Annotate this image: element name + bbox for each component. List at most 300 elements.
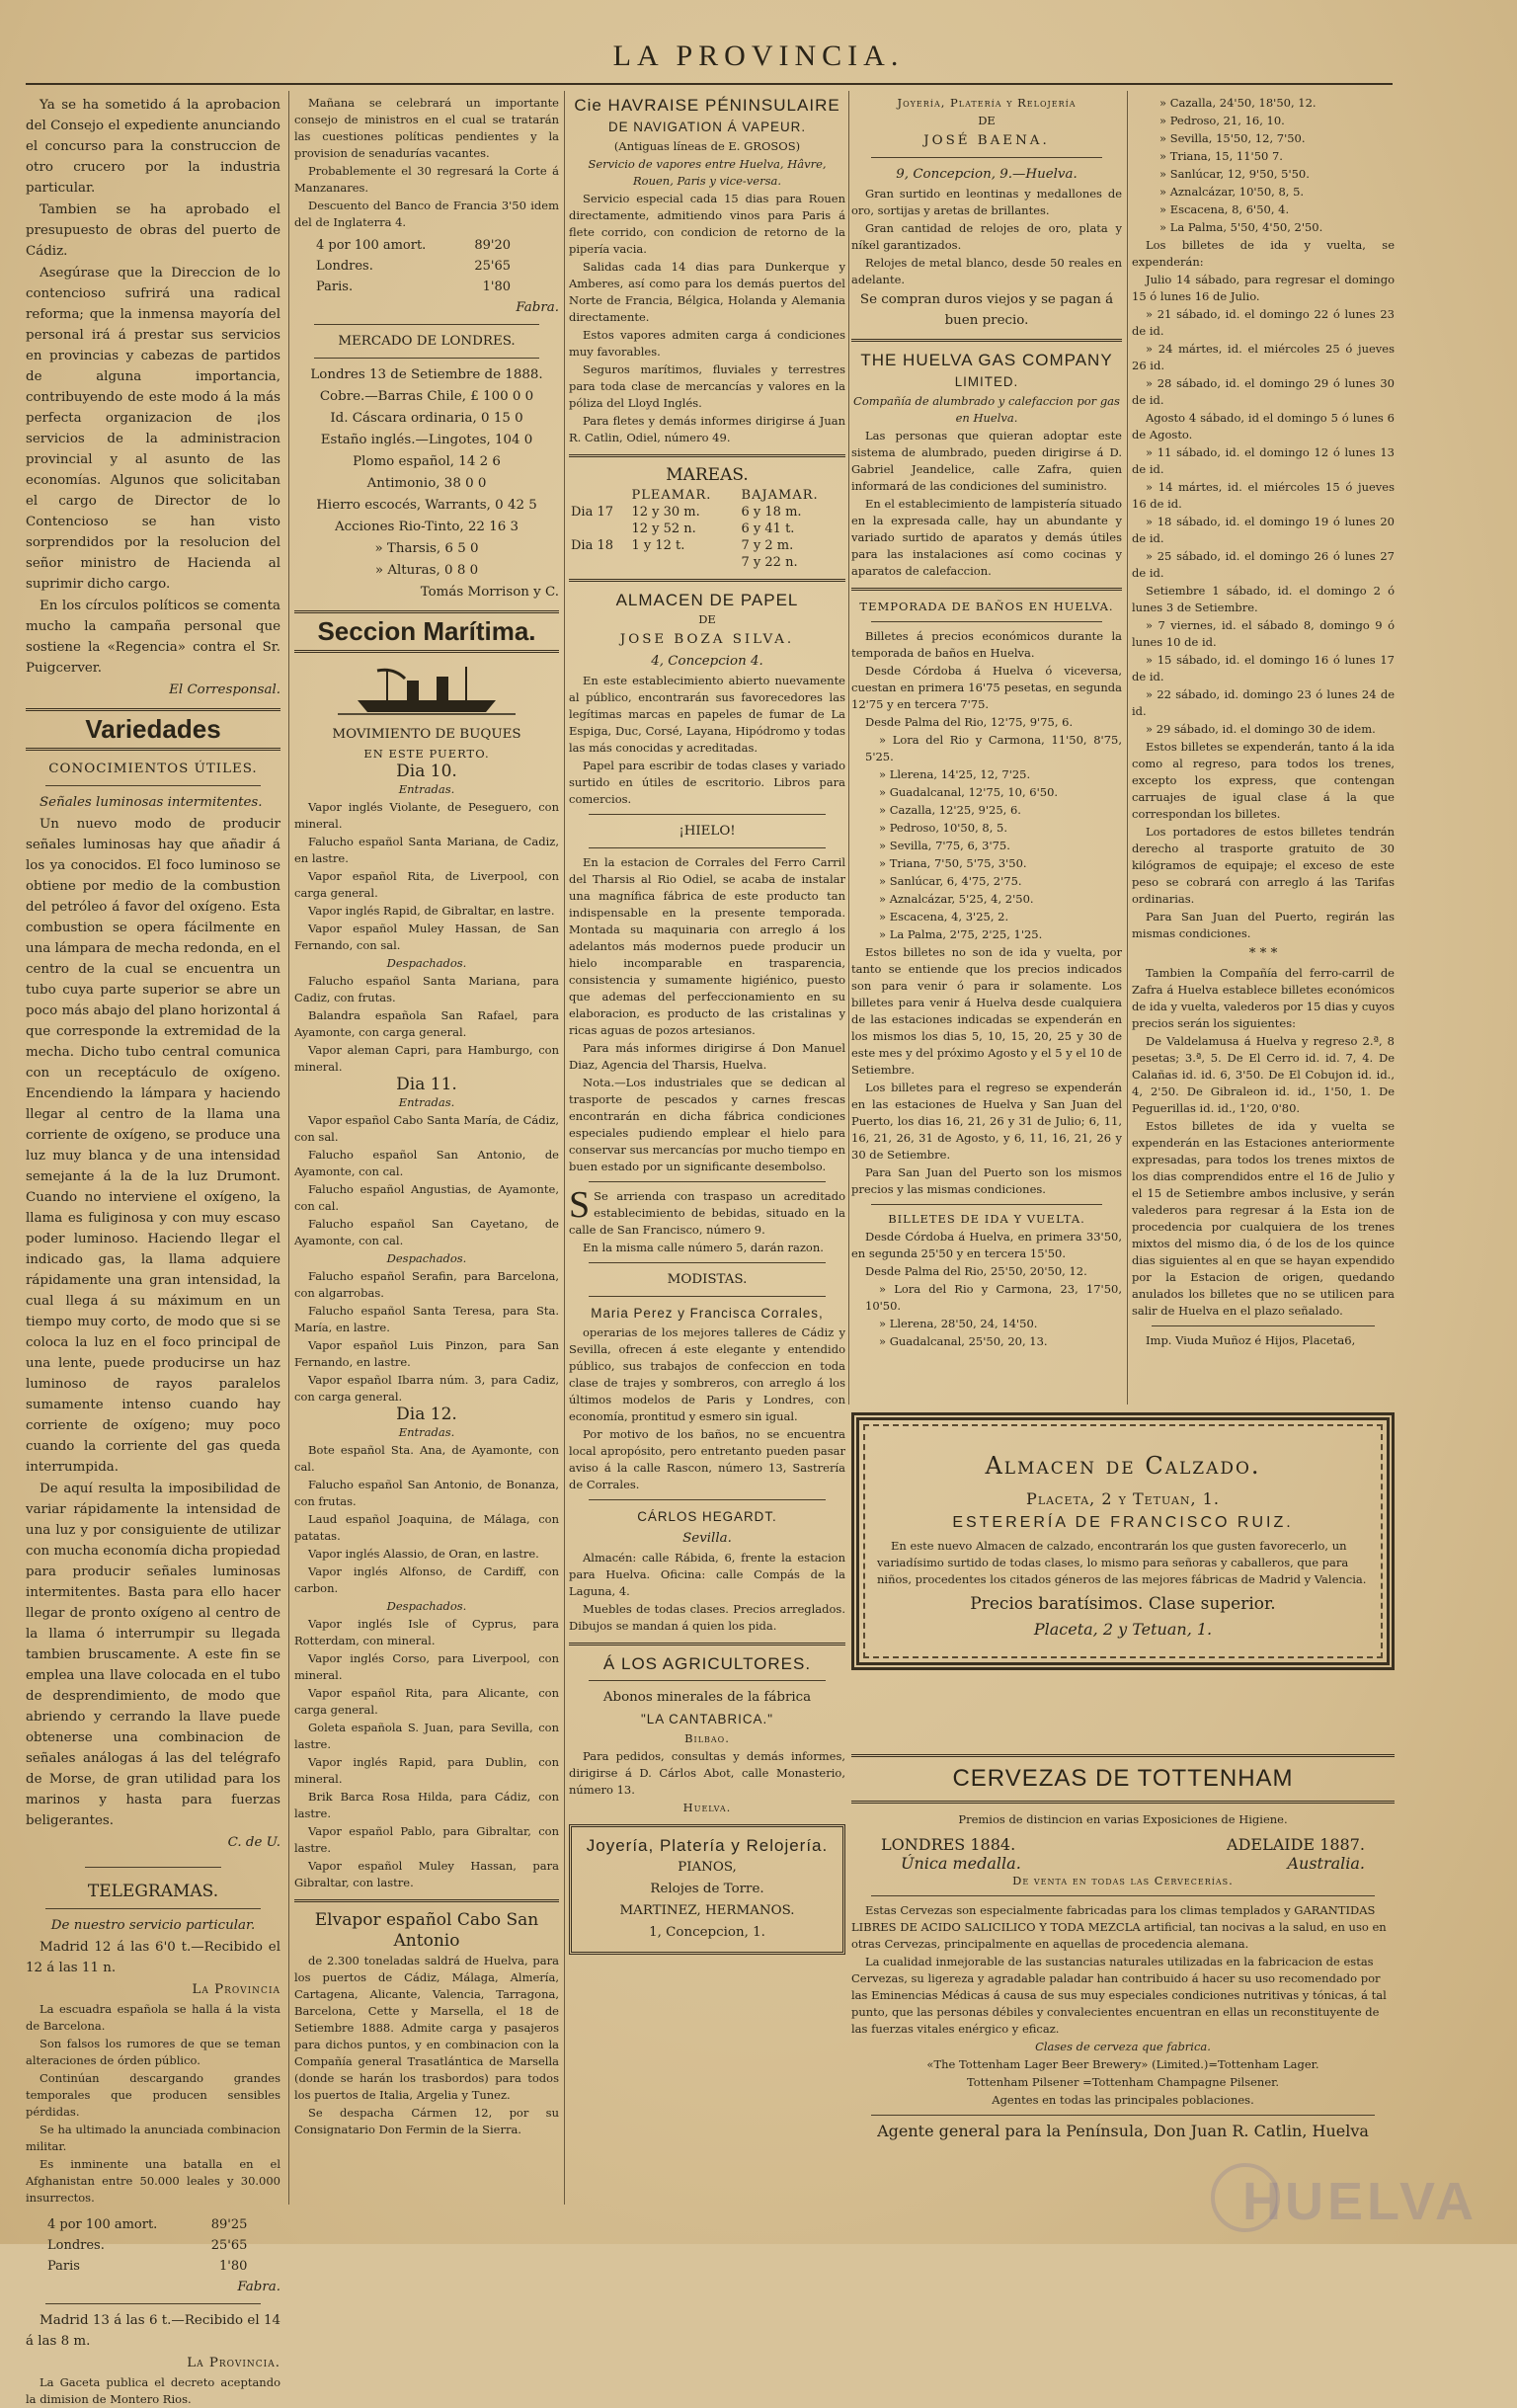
- ship-entry: Falucho español San Cayetano, de Ayamonte, con cal.: [294, 1217, 559, 1247]
- bajamar-header: BAJAMAR.: [741, 488, 819, 503]
- ship-departure: Falucho español Santa Teresa, para Sta. María, en lastre.: [294, 1304, 559, 1334]
- ship-departure: Vapor español Muley Hassan, para Gibraltar, con lastre.: [294, 1859, 559, 1889]
- quote-value: 25'65: [210, 2238, 248, 2253]
- servicio-line: De nuestro servicio particular.: [50, 1918, 256, 1933]
- quote-value: 1'80: [219, 2259, 248, 2274]
- banos-fares: [851, 732, 1122, 943]
- martinez-ad-box: [569, 1824, 845, 1955]
- fare-line: » La Palma, 2'75, 2'25, 1'25.: [879, 927, 1043, 941]
- banos-paragraph: Desde Palma del Rio, 12'75, 9'75, 6.: [865, 715, 1074, 729]
- ship-entry: Bote español Sta. Ana, de Ayamonte, con cal.: [294, 1443, 559, 1474]
- fare-line: » Sanlúcar, 6, 4'75, 2'75.: [879, 874, 1022, 888]
- cantabrica-name: "LA CANTABRICA.": [641, 1712, 773, 1726]
- separator: [589, 1262, 826, 1263]
- fare-line: » Pedroso, 21, 16, 10.: [1159, 114, 1285, 127]
- fecha-line: » 25 sábado, id. el domingo 26 ó lunes 27 de id.: [1132, 549, 1395, 580]
- ship-departure: Balandra española San Rafael, para Ayamonte, con carga general.: [294, 1008, 559, 1039]
- gaceta-line: La Gaceta publica el decreto aceptando la dimision de Montero Rios.: [26, 2375, 280, 2406]
- cervezas-title: CERVEZAS DE TOTTENHAM: [952, 1765, 1294, 1792]
- separator: [26, 748, 280, 751]
- ship-entry: Vapor inglés Alassio, de Oran, en lastre.: [308, 1547, 539, 1561]
- fare-line: » Sanlúcar, 12, 9'50, 5'50.: [1159, 167, 1310, 181]
- banos-paragraph: Desde Córdoba á Huelva ó viceversa, cuestan en primera 16'75 pesetas, en segunda 12'75 y en tercera 7'75.: [851, 664, 1122, 711]
- cervezas-text-1: Estas Cervezas son especialmente fabricadas para los climas templados y GARANTIDAS LIBRES DE ACIDO SALICILICO Y TODA MEZCLA artificial, tan nocivas a la salud, en uso en otras Cervezas, principalmente en aquellas de procedencia alemana.: [851, 1903, 1387, 1951]
- mercado-line: Hierro escocés, Warrants, 0 42 5: [316, 498, 537, 513]
- havraise-grosos: (Antiguas líneas de E. GROSOS): [613, 139, 801, 153]
- column-2: [294, 95, 559, 2218]
- cervezas-text-2: La cualidad inmejorable de las sustancias naturales utilizadas en la fabricacion de estas Cervezas, su ligereza y agradable paladar han contribuido á hacer su uso recomendado por las Eminencias Médicas á causa de sus muy especiales condiciones nutritivas y tónicas, á tal punto, que las personas débiles y convalecientes encuentran en ellas un reconstituyente de las fuerzas vitales enérgico y eficaz.: [851, 1955, 1387, 2036]
- column-5: [1132, 95, 1395, 1399]
- havraise-paragraph: Servicio especial cada 15 dias para Rouen directamente, admitiendo vinos para Paris á flete corrido, con condicion de retorno de la pipería vacia.: [569, 192, 845, 256]
- column-divider: [564, 91, 565, 2205]
- fecha-line: » 7 viernes, id. el sábado 8, domingo 9 ó lunes 10 de id.: [1132, 618, 1395, 649]
- quote-label: Londres.: [47, 2238, 105, 2253]
- quote-row: [314, 256, 513, 277]
- calzado-address-2: Placeta, 2 y Tetuan, 1.: [1033, 1620, 1213, 1639]
- quote-row: [45, 2214, 249, 2235]
- modistas-paragraph: operarias de los mejores talleres de Cádiz y Sevilla, ofrecen á este elegante y entendido público, sus trabajos de confeccion en toda clase de trajes y sombreros, con arreglo á los últimos modelos de Paris y Londres, con economía, prontitud y esmero sin igual.: [569, 1325, 845, 1423]
- despachados-label: Despachados.: [386, 956, 467, 970]
- almacen-de: DE: [698, 612, 716, 626]
- marea-row: [569, 504, 845, 521]
- havraise-paragraph: Para fletes y demás informes dirigirse á Juan R. Catlin, Odiel, número 49.: [569, 414, 845, 444]
- mercado-line: Cobre.—Barras Chile, £ 100 0 0: [319, 389, 534, 404]
- mercado-line: » Alturas, 0 8 0: [374, 563, 479, 578]
- separator: [589, 847, 826, 848]
- unica-medalla: Única medalla.: [901, 1854, 1021, 1873]
- marea-row: [569, 521, 845, 537]
- mercado-line: Acciones Rio-Tinto, 22 16 3: [334, 520, 519, 534]
- separator: [569, 454, 845, 457]
- adelaide-medal: ADELAIDE 1887.: [1227, 1835, 1365, 1854]
- marea-row: [569, 554, 845, 571]
- banos-conditions: [851, 944, 1122, 1198]
- separator: [851, 1754, 1395, 1757]
- ida-vuelta-heading: BILLETES DE IDA Y VUELTA.: [888, 1212, 1085, 1226]
- fare-line: » Lora del Rio y Carmona, 23, 17'50, 10'50.: [865, 1282, 1122, 1313]
- gas-company-heading: THE HUELVA GAS COMPANY: [860, 351, 1113, 369]
- masthead: LA PROVINCIA.: [612, 40, 905, 72]
- joyeria-text: [851, 186, 1122, 288]
- marea-cell: Dia 17: [571, 505, 614, 520]
- news-paragraph: Tambien se ha aprobado el presupuesto de obras del puerto de Cádiz.: [26, 202, 280, 259]
- billetes-intro: Los billetes de ida y vuelta, se expenderán:: [1132, 238, 1395, 269]
- telegram-line: La escuadra española se halla á la vista de Barcelona.: [26, 2002, 280, 2033]
- article-body-2: De aquí resulta la imposibilidad de variar rápidamente la intensidad de una luz y por consiguiente de utilizar con mucha economía dicha propiedad para producir señales luminosas intermitentes. Basta para ello hacer llegar de pronto oxígeno al centro de la llama ó interrumpir su llegada tambien bruscamente. A este fin se emplea una llave colocada en el tubo de desprendimiento, de modo que abriendo y cerrando la llave puede obtenerse una combinacion de señales análogas á las del telégrafo de Morse, de gran utilidad para los marinos y hasta para fuerzas beligerantes.: [26, 1482, 280, 1828]
- havraise-subtitle: DE NAVIGATION Á VAPEUR.: [607, 120, 807, 134]
- fecha-line: » 15 sábado, id. el domingo 16 ó lunes 17 de id.: [1132, 653, 1395, 683]
- zafra-text: [1132, 965, 1395, 1320]
- ship-entry: Falucho español San Antonio, de Ayamonte, con cal.: [294, 1148, 559, 1178]
- marea-cell: [629, 554, 739, 571]
- fare-line: » Aznalcázar, 10'50, 8, 5.: [1159, 185, 1305, 199]
- mercado-line: Id. Cáscara ordinaria, 0 15 0: [330, 411, 523, 426]
- news-paragraph: Descuento del Banco de Francia 3'50 idem del de Inglaterra 4.: [294, 199, 559, 229]
- separator: [851, 339, 1122, 342]
- ship-departure: Vapor español Luis Pinzon, para San Fernando, en lastre.: [294, 1338, 559, 1369]
- zafra-paragraph: Estos billetes de ida y vuelta se expenderán en las Estaciones anteriormente expresadas, para todos los trenes mixtos de los dias comprendidos entre el 16 de Julio y el 15 de Setiembre ambos inclusive, y serán valederos para regresar á la Esta ion de procedencia por cualquiera de los trenes mixtos del mismo dia, ó de los de los quince dias siguientes al en que se hayan expendido por la Estacion de origen, quedando anulados los billetes que no se utilicen para salir de Huelva en el plazo señalado.: [1132, 1119, 1395, 1318]
- despachados-label: Despachados.: [386, 1599, 467, 1613]
- separator: [26, 708, 280, 711]
- modistas-text: [569, 1324, 845, 1493]
- ship-departure: Vapor inglés Isle of Cyprus, para Rotterdam, con mineral.: [294, 1617, 559, 1647]
- modistas-names: Maria Perez y Francisca Corrales,: [591, 1306, 824, 1321]
- fecha-line: » 11 sábado, id. el domingo 12 ó lunes 13 de id.: [1132, 445, 1395, 476]
- hielo-paragraph: Nota.—Los industriales que se dedican al trasporte de pescados y carnes frescas encontrarán en dicha fábrica condiciones especiales pudiendo emplear el hielo para conservar sus mercancías por mucho tiempo en buen estado por un significante desembolso.: [569, 1076, 845, 1173]
- telegramas-heading: TELEGRAMAS.: [87, 1882, 219, 1901]
- cervezas-medals-detail: [851, 1854, 1395, 1873]
- condition-paragraph: Los portadores de estos billetes tendrán derecho al trasporte gratuito de 30 kilógramos de equipaje; el exceso de este peso se cobrará con arreglo á las Tarifas ordinarias.: [1132, 825, 1395, 906]
- column-divider: [848, 91, 849, 1405]
- ida-paragraph: Desde Córdoba á Huelva, en primera 33'50, en segunda 25'50 y en tercera 15'50.: [851, 1230, 1122, 1260]
- cervezas-clase-2: Tottenham Pilsener =Tottenham Champagne Pilsener.: [966, 2075, 1280, 2089]
- separator: [871, 1204, 1102, 1205]
- hielo-heading: ¡HIELO!: [679, 824, 736, 839]
- fare-line: » Pedroso, 10'50, 8, 5.: [879, 821, 1007, 835]
- ship-entry: Laud español Joaquina, de Málaga, con patatas.: [294, 1512, 559, 1543]
- esteria-name: ESTERERÍA DE FRANCISCO RUIZ.: [952, 1514, 1294, 1531]
- news-paragraph: Ya se ha sometido á la aprobacion del Consejo el expediente anunciando el concurso para la construccion de otro crucero por la industria particular.: [26, 98, 280, 196]
- madrid-13-line: Madrid 13 á las 6 t.—Recibido el 14 á las 8 m.: [26, 2313, 280, 2349]
- fare-line: » Escacena, 4, 3'25, 2.: [879, 910, 1009, 923]
- hegardt-text-2: Muebles de todas clases. Precios arreglados. Dibujos se mandan á quien los pida.: [569, 1602, 845, 1633]
- fabra-sign: Fabra.: [237, 2280, 280, 2294]
- ship-departure: Vapor español Pablo, para Gibraltar, con lastre.: [294, 1824, 559, 1855]
- separator: [589, 1680, 826, 1681]
- separator: [45, 2303, 261, 2304]
- fechas-list: [1132, 272, 1395, 738]
- archive-watermark: HUELVA: [1242, 2172, 1477, 2231]
- cervezas-agente-general: Agente general para la Península, Don Juan R. Catlin, Huelva: [877, 2122, 1369, 2140]
- marea-cell: Dia 18: [571, 538, 614, 553]
- fecha-line: » 29 sábado, id. el domingo 30 de idem.: [1146, 722, 1376, 736]
- fecha-line: » 14 mártes, id. el miércoles 15 ó jueves 16 de id.: [1132, 480, 1395, 511]
- telegram-line: Es inminente una batalla en el Afghanistan entre 50.000 leales y 30.000 insurrectos.: [26, 2157, 280, 2205]
- gas-paragraph: En el establecimiento de lampistería situado en la expresada calle, hay un abundante y variado surtido de aparatos y demás útiles para las instalaciones así como cocinas y aparatos de calefaccion.: [851, 497, 1122, 578]
- separator: [851, 588, 1122, 591]
- imprenta-line: Imp. Viuda Muñoz é Hijos, Placeta6,: [1146, 1333, 1356, 1347]
- top-rule: [26, 83, 1393, 85]
- fare-line: » Sevilla, 7'75, 6, 3'75.: [879, 839, 1010, 852]
- separator: [1152, 1325, 1375, 1326]
- quote-row: [314, 235, 513, 256]
- telegram-line: Se ha ultimado la anunciada combinacion militar.: [26, 2123, 280, 2153]
- cervezas-medals-row: [851, 1829, 1395, 1854]
- mareas-heading: MAREAS.: [666, 465, 749, 485]
- ship-entry: Vapor inglés Rapid, de Gibraltar, en lastre.: [308, 904, 555, 918]
- marea-cell: 6 y 41 t.: [741, 522, 795, 536]
- quote-row: [45, 2256, 249, 2277]
- joyeria-owner: JOSÉ BAENA.: [923, 133, 1050, 148]
- telegram-line: Son falsos los rumores de que se teman alteraciones de órden público.: [26, 2037, 280, 2067]
- column-4: [851, 95, 1122, 1399]
- havraise-route: Servicio de vapores entre Huelva, Hâvre, Rouen, Paris y vice-versa.: [588, 157, 827, 188]
- news-paragraph: Mañana se celebrará un importante consejo de ministros en el cual se tratarán las cuestiones políticas pendientes y la provision de senadurías vacantes.: [294, 96, 559, 160]
- separator: [569, 579, 845, 582]
- separator: [871, 2115, 1375, 2116]
- variedades-heading: Variedades: [85, 714, 221, 744]
- huelva-line: Huelva.: [682, 1801, 732, 1814]
- cervezas-premios: Premios de distincion en varias Exposiciones de Higiene.: [958, 1812, 1288, 1826]
- day-heading: Dia 11.: [396, 1075, 457, 1094]
- fare-list: [1132, 95, 1395, 236]
- separator: [294, 1899, 559, 1902]
- separator: [589, 1296, 826, 1297]
- fare-line: » Escacena, 8, 6'50, 4.: [1159, 202, 1290, 216]
- calzado-text: En este nuevo Almacen de calzado, encontrarán los que gusten favorecerlo, un variadísimo surtido de todas clases, lo mismo para señoras y caballeros, que para niños, procedentes los citados géneros de las mejores fábricas de Madrid y Valencia.: [877, 1539, 1367, 1586]
- quote-value: 25'65: [474, 259, 511, 274]
- conocimientos-heading: CONOCIMIENTOS ÚTILES.: [48, 762, 258, 776]
- condition-paragraph: Estos billetes se expenderán, tanto á la ida como al regreso, para todos los trenes, excepto los express, que contengan carruajes de igual clase á la que correspondan los billetes.: [1132, 740, 1395, 821]
- separator: [871, 621, 1102, 622]
- separator: [871, 1895, 1375, 1896]
- cervezas-clases: Clases de cerveza que fabrica.: [1035, 2040, 1211, 2053]
- joyeria-de: DE: [978, 114, 996, 127]
- fare-line: » La Palma, 5'50, 4'50, 2'50.: [1159, 220, 1323, 234]
- fecha-line: » 22 sábado, id. domingo 23 ó lunes 24 de id.: [1132, 687, 1395, 718]
- separator: [294, 610, 559, 613]
- calzado-title: Almacen de Calzado.: [985, 1452, 1261, 1480]
- quote-label: Paris.: [316, 280, 354, 294]
- fecha-line: Julio 14 sábado, para regresar el domingo 15 ó lunes 16 de Julio.: [1132, 273, 1395, 303]
- cervezas-clase-1: «The Tottenham Lager Beer Brewery» (Limited.)=Tottenham Lager.: [926, 2057, 1319, 2071]
- cervezas-ad: [851, 1746, 1395, 2141]
- ship-entry: Vapor español Rita, de Liverpool, con carga general.: [294, 869, 559, 900]
- fare-line: » Cazalla, 12'25, 9'25, 6.: [879, 803, 1021, 817]
- senales-subheading: Señales luminosas intermitentes.: [40, 795, 263, 810]
- gas-limited: LIMITED.: [954, 374, 1019, 389]
- almacen-paragraph: Papel para escribir de todas clases y variado surtido en útiles de escritorio. Libros para comercios.: [569, 759, 845, 806]
- almacen-paragraph: En este establecimiento abierto nuevamente al público, encontrarán sus favorecedores las legítimas marcas en papeles de fumar de La Espiga, Duc, Corsé, Layana, Hipódromo y todas las más conocidas y acreditadas.: [569, 674, 845, 755]
- joyeria-heading: Joyería, Platería y Relojería: [897, 96, 1077, 110]
- ship-departure: Brik Barca Rosa Hilda, para Cádiz, con lastre.: [294, 1790, 559, 1820]
- mercado-lines: [294, 364, 559, 581]
- seccion-maritima-heading: Seccion Marítima.: [317, 616, 536, 646]
- news-paragraph: Asegúrase que la Direccion de lo contencioso sufrirá una radical reforma; que la inmensa mayoría del personal irá á prestar sus servicios en provincias y cabezas de partidos de alguna importancia, contribuyendo de este modo á la más perfecta organizacion de ¡los servicios de la administracion provincial y al asunto de las economías. Algunos que solicitaban el cargo de Director de lo Contencioso se han visto sorprendidos por la resolucion del señor ministro de Hacienda al suprimir dicho cargo.: [26, 266, 280, 592]
- havraise-paragraph: Salidas cada 14 dias para Dunkerque y Amberes, así como para los demás puertos del Norte de Francia, Bélgica, Holanda y Alemania directamente.: [569, 260, 845, 324]
- separator: [871, 157, 1102, 158]
- separator: [589, 1181, 826, 1182]
- quotes-table: [45, 2214, 249, 2277]
- almacen-papel-heading: ALMACEN DE PAPEL: [615, 591, 799, 609]
- fecha-line: Setiembre 1 sábado, id. el domingo 2 ó lunes 3 de Setiembre.: [1132, 584, 1395, 614]
- calzado-box: [851, 1412, 1395, 1670]
- cabo-san-antonio-heading: Elvapor español Cabo San Antonio: [314, 1910, 539, 1951]
- ship-entry: Falucho español San Antonio, de Bonanza, con frutas.: [294, 1478, 559, 1508]
- cabo-text: de 2.300 toneladas saldrá de Huelva, para los puertos de Cádiz, Málaga, Almería, Cartagena, Alicante, Valencia, Tarragona, Barcelona, Cette y Marsella, el 18 de Setiembre 1888. Admite carga y pasajeros para dichos puntos, y en combinacion con la Compañía general Trasatlántica de Marsella (donde se harán los trasbordos) para todos los puertos de Italia, Argelia y Tunez.: [294, 1954, 559, 2102]
- fare-line: » Guadalcanal, 25'50, 20, 13.: [879, 1334, 1048, 1348]
- fecha-line: » 24 mártes, id. el miércoles 25 ó jueves 26 id.: [1132, 342, 1395, 372]
- calzado-precios: Precios baratísimos. Clase superior.: [970, 1594, 1276, 1614]
- modistas-paragraph: Por motivo de los baños, no se encuentra local apropósito, pero entretanto pueden pasar aviso á la calle Rascon, número 13, Sastrería de Corrales.: [569, 1427, 845, 1491]
- telegram-lines: [26, 2001, 280, 2207]
- havraise-paragraph: Estos vapores admiten carga á condiciones muy favorables.: [569, 328, 845, 359]
- marea-cell: 7 y 2 m.: [741, 538, 794, 553]
- quote-value: 1'80: [482, 280, 511, 294]
- article-body: Un nuevo modo de producir señales luminosas hay que añadir á los ya conocidos. El foco luminoso se obtiene por medio de la combustion del petróleo á favor del oxígeno. Esta combustion se opera fácilmente en una lámpara de mecha redonda, en el centro de la cual se encuentra un tubo cuya parte superior se abre un poco más abajo del plano horizontal á que corresponde la extremidad de la mecha. Dicho tubo central comunica con un receptáculo de oxígeno. Encendiendo la lámpara y haciendo llegar al centro de la llama una corriente de oxígeno, se produce una luz muy blanca y de una intensidad semejante á la de la luz Drumont. Cuando no interviene el oxígeno, la llama es fuliginosa y con muy escaso poder luminoso. Haciendo llegar el indicado gas, la llama adquiere rápidamente una gran intensidad, la cual llega á su máximum en un tiempo muy corto, de modo que si se coloca la luz en el foco principal de una lente, puede producirse un haz luminoso de rayos paralelos sumamente intenso cuando hay corriente de oxígeno; muy poco cuando la corriente del gas queda interrumpida.: [26, 817, 280, 1475]
- fecha-line: Agosto 4 sábado, id el domingo 5 ó lunes 6 de Agosto.: [1132, 411, 1395, 441]
- fare-line: » Cazalla, 24'50, 18'50, 12.: [1159, 96, 1317, 110]
- ship-departure: Falucho español Santa Mariana, para Cadiz, con frutas.: [294, 974, 559, 1004]
- mercado-line: » Tharsis, 6 5 0: [374, 541, 479, 556]
- fare-line: » Aznalcázar, 5'25, 4, 2'50.: [879, 892, 1034, 906]
- despachados-label: Despachados.: [386, 1251, 467, 1265]
- column-1: [26, 95, 280, 2406]
- marea-cell: [569, 521, 629, 537]
- hegardt-city: Sevilla.: [682, 1531, 732, 1546]
- ship-entry: Falucho español Santa Mariana, de Cadiz, en lastre.: [294, 835, 559, 865]
- zafra-paragraph: Tambien la Compañía del ferro-carril de Zafra á Huelva establece billetes económicos de ida y vuelta, valederos por 15 dias y cuyos precios serán los siguientes:: [1132, 966, 1395, 1030]
- fecha-line: » 28 sábado, id. el domingo 29 ó lunes 30 de id.: [1132, 376, 1395, 407]
- separator: [589, 814, 826, 815]
- cabo-text-2: Se despacha Cármen 12, por su Consignatario Don Fermin de la Sierra.: [294, 2106, 559, 2136]
- hielo-text: [569, 854, 845, 1175]
- bilbao-line: Bilbao.: [684, 1731, 730, 1745]
- quote-row: [314, 277, 513, 297]
- ship-entry: Vapor inglés Violante, de Peseguero, con mineral.: [294, 800, 559, 831]
- ida-vuelta-text: [851, 1229, 1122, 1280]
- fare-line: » Triana, 7'50, 5'75, 3'50.: [879, 856, 1027, 870]
- fecha-line: » 18 sábado, id. el domingo 19 ó lunes 20 de id.: [1132, 515, 1395, 545]
- ship-entry: Vapor español Cabo Santa María, de Cádiz, con sal.: [294, 1113, 559, 1144]
- banos-condition: Los billetes para el regreso se expenderán en las estaciones de Huelva y San Juan del Puerto, los dias 16, 21, 26 y 31 de Julio; 6, 11, 16, 21, 26, 31 de Agosto, y 6, 11, 16, 21, 26 y 30 de Setiembre.: [851, 1081, 1122, 1162]
- marea-row: [569, 537, 845, 554]
- banos-condition: Para San Juan del Puerto son los mismos precios y las mismas condiciones.: [851, 1165, 1122, 1196]
- news-intro: [294, 95, 559, 231]
- separator: [45, 785, 261, 786]
- australia-label: Australia.: [1287, 1854, 1365, 1873]
- almacen-address: 4, Concepcion 4.: [651, 654, 763, 669]
- havraise-title: Cie HAVRAISE PÉNINSULAIRE: [574, 96, 840, 115]
- fare-line: » Guadalcanal, 12'75, 10, 6'50.: [879, 785, 1059, 799]
- column-3: [569, 95, 845, 2218]
- telegram-line: Continúan descargando grandes temporales que producen sensibles pérdidas.: [26, 2071, 280, 2119]
- la-provincia-sign-2: La Provincia.: [187, 2356, 280, 2370]
- hegardt-heading: CÁRLOS HEGARDT.: [637, 1509, 777, 1524]
- ship-movements: [294, 763, 559, 1891]
- gas-text: [851, 428, 1122, 580]
- joyeria-address: 9, Concepcion, 9.—Huelva.: [896, 167, 1078, 182]
- quote-value: 89'20: [474, 238, 511, 253]
- quote-value: 89'25: [210, 2217, 248, 2232]
- ship-entry: Falucho español Angustias, de Ayamonte, con cal.: [294, 1182, 559, 1213]
- separator: [569, 1643, 845, 1645]
- agricultores-heading: Á LOS AGRICULTORES.: [602, 1654, 812, 1673]
- joyeria-paragraph: Gran surtido en leontinas y medallones de oro, sortijas y aretas de brillantes.: [851, 187, 1122, 217]
- marea-cell: 12 y 30 m.: [631, 505, 700, 520]
- havraise-paragraph: Seguros marítimos, fluviales y terrestres para toda clase de mercancías y valores en la póliza del Lloyd Inglés.: [569, 362, 845, 410]
- hielo-paragraph: En la estacion de Corrales del Ferro Carril del Tharsis al Rio Odiel, se acaba de instalar una magnífica fábrica de este producto tan indispensable en la presente temporada. Montada su maquinaria con arreglo á los adelantos más modernos puede producir un hielo incomparable en trasparencia, consistencia y sumamente higiénico, puesto que ademas del perfeccionamiento en su elaboracion, es producto de las cristalinas y ricas aguas de pozos artesianos.: [569, 855, 845, 1037]
- ida-paragraph: Desde Palma del Rio, 25'50, 20'50, 12.: [865, 1264, 1087, 1278]
- almacen-text: [569, 673, 845, 808]
- news-paragraph: En los círculos políticos se comenta mucho la campaña personal que sostiene la «Regencia» contra el Sr. Puigcerver.: [26, 599, 280, 676]
- column-divider: [1127, 91, 1128, 1405]
- zafra-paragraph: De Valdelamusa á Huelva y regreso 2.ª, 8 pesetas; 3.ª, 5. De El Cerro id. id. 7, 4. De Calañas id. id. 6, 3'50. De El Cobujon id. id., 4, 2'50. De Gibraleon id. id., 1'50, 1. De Peguerillas id. id., 1'20, 0'80.: [1132, 1034, 1395, 1115]
- hielo-paragraph: Para más informes dirigirse á Don Manuel Diaz, Agencia del Tharsis, Huelva.: [569, 1041, 845, 1072]
- ida-vuelta-fares: [851, 1281, 1122, 1350]
- day-heading: Dia 10.: [396, 762, 457, 781]
- condition-paragraph: Para San Juan del Puerto, regirán las mismas condiciones.: [1132, 910, 1395, 940]
- marea-cell: 6 y 18 m.: [741, 505, 802, 520]
- havraise-text: [569, 191, 845, 446]
- marea-cell: 7 y 22 n.: [741, 555, 798, 570]
- news-paragraph: Probablemente el 30 regresará la Corte á Manzanares.: [294, 164, 559, 195]
- arrienda-text-2: En la misma calle número 5, darán razon.: [583, 1241, 824, 1254]
- column-divider: [288, 91, 289, 2205]
- calzado-ad: [851, 1403, 1395, 1680]
- gas-paragraph: Las personas que quieran adoptar este sistema de alumbrado, pueden dirigirse á D. Gabriel Jeandelice, calle Zafra, quien informará de las condiciones del suministro.: [851, 429, 1122, 493]
- almacen-owner: JOSE BOZA SILVA.: [619, 632, 795, 647]
- mercado-sign: Tomás Morrison y C.: [420, 585, 559, 600]
- cervezas-agentes: Agentes en todas las principales poblaciones.: [992, 2093, 1254, 2107]
- correspondent-sign: El Corresponsal.: [169, 682, 280, 697]
- steamship-icon: [294, 661, 559, 720]
- mercado-line: Plomo español, 14 2 6: [353, 454, 501, 469]
- fare-line: » Sevilla, 15'50, 12, 7'50.: [1159, 131, 1306, 145]
- pleamar-header: PLEAMAR.: [631, 488, 712, 503]
- separator: [589, 1499, 826, 1500]
- fare-line: » Llerena, 28'50, 24, 14'50.: [879, 1317, 1038, 1330]
- movimiento-heading: MOVIMIENTO DE BUQUES: [332, 727, 521, 742]
- hegardt-text: Almacén: calle Rábida, 6, frente la estacion para Huelva. Oficina: calle Compás de la Laguna, 4.: [569, 1551, 845, 1598]
- madrid-12-line: Madrid 12 á las 6'0 t.—Recibido el 12 á las 11 n.: [26, 1940, 280, 1975]
- marea-cell: [569, 554, 629, 571]
- banos-text: [851, 628, 1122, 731]
- mercado-line: Estaño inglés.—Lingotes, 104 0: [320, 433, 533, 447]
- joyeria-paragraph: Relojes de metal blanco, desde 50 reales en adelante.: [851, 256, 1122, 286]
- quote-label: 4 por 100 amort.: [316, 238, 427, 253]
- gas-subtitle: Compañía de alumbrado y calefaccion por gas en Huelva.: [853, 394, 1120, 425]
- mercado-heading: MERCADO DE LONDRES.: [338, 334, 516, 349]
- ship-departure: Vapor inglés Rapid, para Dublin, con mineral.: [294, 1755, 559, 1786]
- ship-departure: Goleta española S. Juan, para Sevilla, con lastre.: [294, 1721, 559, 1751]
- entradas-label: Entradas.: [398, 1095, 455, 1109]
- quote-label: Londres.: [316, 259, 373, 274]
- quote-row: [45, 2235, 249, 2256]
- banos-paragraph: Billetes á precios económicos durante la temporada de baños en Huelva.: [851, 629, 1122, 660]
- ship-departure: Falucho español Serafin, para Barcelona, con algarrobas.: [294, 1269, 559, 1300]
- separator: [314, 358, 539, 359]
- billetes-conditions: [1132, 739, 1395, 942]
- separator: [851, 1801, 1395, 1804]
- ship-departure: Vapor aleman Capri, para Hamburgo, con mineral.: [294, 1043, 559, 1074]
- marea-cell: 12 y 52 n.: [631, 522, 696, 536]
- article-sign: C. de U.: [227, 1835, 280, 1850]
- pianos-line: PIANOS,: [678, 1860, 737, 1875]
- joyeria-paragraph: Gran cantidad de relojes de oro, plata y níkel garantizados.: [851, 221, 1122, 252]
- mercado-line: Antimonio, 38 0 0: [366, 476, 487, 491]
- calzado-address: Placeta, 2 y Tetuan, 1.: [1026, 1489, 1220, 1508]
- banos-condition: Estos billetes no son de ida y vuelta, por tanto se entiende que los precios indicados son para venir ó para ir solamente. Los billetes para venir á Huelva desde cualquiera de las estaciones indicadas se expenderán en los mismos los dias 5, 10, 15, 20, 25 y 30 de este mes y del próximo Agosto y el 5 y el 10 de Setiembre.: [851, 945, 1122, 1077]
- londres-medal: LONDRES 1884.: [881, 1835, 1016, 1854]
- relojes-line: Relojes de Torre.: [650, 1882, 764, 1896]
- abonos-text: Para pedidos, consultas y demás informes, dirigirse á D. Cárlos Abot, calle Monasterio, número 13.: [569, 1749, 845, 1797]
- ship-departure: Vapor español Rita, para Alicante, con carga general.: [294, 1686, 559, 1717]
- separator: [85, 1867, 221, 1868]
- ship-entry: Vapor español Muley Hassan, de San Fernando, con sal.: [294, 922, 559, 952]
- separator: [45, 1908, 261, 1909]
- ship-departure: Vapor español Ibarra núm. 3, para Cadiz, con carga general.: [294, 1373, 559, 1404]
- arrienda-text: S Se arrienda con traspaso un acreditado establecimiento de bebidas, situado en la calle de San Francisco, número 9.: [569, 1184, 845, 1237]
- martinez-name: MARTINEZ, HERMANOS.: [619, 1903, 795, 1918]
- mercado-line: Londres 13 de Setiembre de 1888.: [310, 367, 543, 382]
- stars-divider: * * *: [1248, 946, 1278, 961]
- fecha-line: » 21 sábado, id. el domingo 22 ó lunes 23 de id.: [1132, 307, 1395, 338]
- fare-line: » Lora del Rio y Carmona, 11'50, 8'75, 5'25.: [865, 733, 1122, 763]
- cervezas-venta: De venta en todas las Cervecerías.: [1012, 1874, 1234, 1887]
- separator: [294, 650, 559, 653]
- mareas-table: [569, 487, 845, 571]
